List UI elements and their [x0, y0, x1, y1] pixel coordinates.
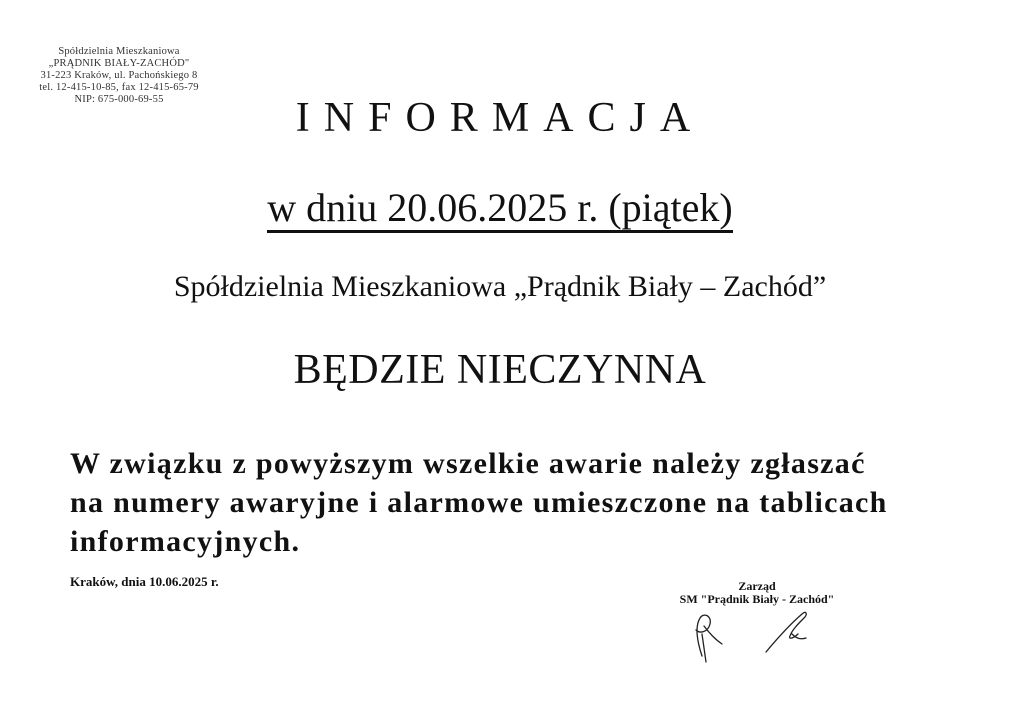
handwritten-signatures	[688, 604, 838, 664]
signature-organization: SM "Prądnik Biały - Zachód"	[679, 592, 835, 606]
stamp-line: 31-223 Kraków, ul. Pachońskiego 8	[40, 70, 198, 81]
signature-1-mark	[696, 615, 722, 662]
notice-body-line: informacyjnych.	[70, 525, 301, 558]
stamp-line: „PRĄDNIK BIAŁY-ZACHÓD"	[48, 58, 190, 69]
closed-notice: BĘDZIE NIECZYNNA	[293, 347, 707, 393]
organization-name: Spółdzielnia Mieszkaniowa „Prądnik Biały – Zachód”	[173, 270, 827, 303]
closure-date-text: w dniu 20.06.2025 r. (piątek)	[267, 185, 733, 233]
document-title: INFORMACJA	[295, 95, 705, 141]
notice-body-line: W związku z powyższym wszelkie awarie należy zgłaszać	[70, 447, 866, 480]
signature-2-mark	[766, 612, 806, 652]
place-and-date: Kraków, dnia 10.06.2025 r.	[70, 574, 219, 589]
notice-body-line: na numery awaryjne i alarmowe umieszczone na tablicach	[70, 486, 888, 519]
stamp-line: tel. 12-415-10-85, fax 12-415-65-79	[39, 82, 199, 93]
signature-title: Zarząd	[738, 579, 776, 593]
notice-body	[70, 444, 970, 561]
closure-date-line	[0, 184, 1000, 231]
stamp-line: NIP: 675-000-69-55	[74, 94, 164, 105]
stamp-line: Spółdzielnia Mieszkaniowa	[58, 46, 180, 57]
signature-block	[652, 580, 862, 606]
